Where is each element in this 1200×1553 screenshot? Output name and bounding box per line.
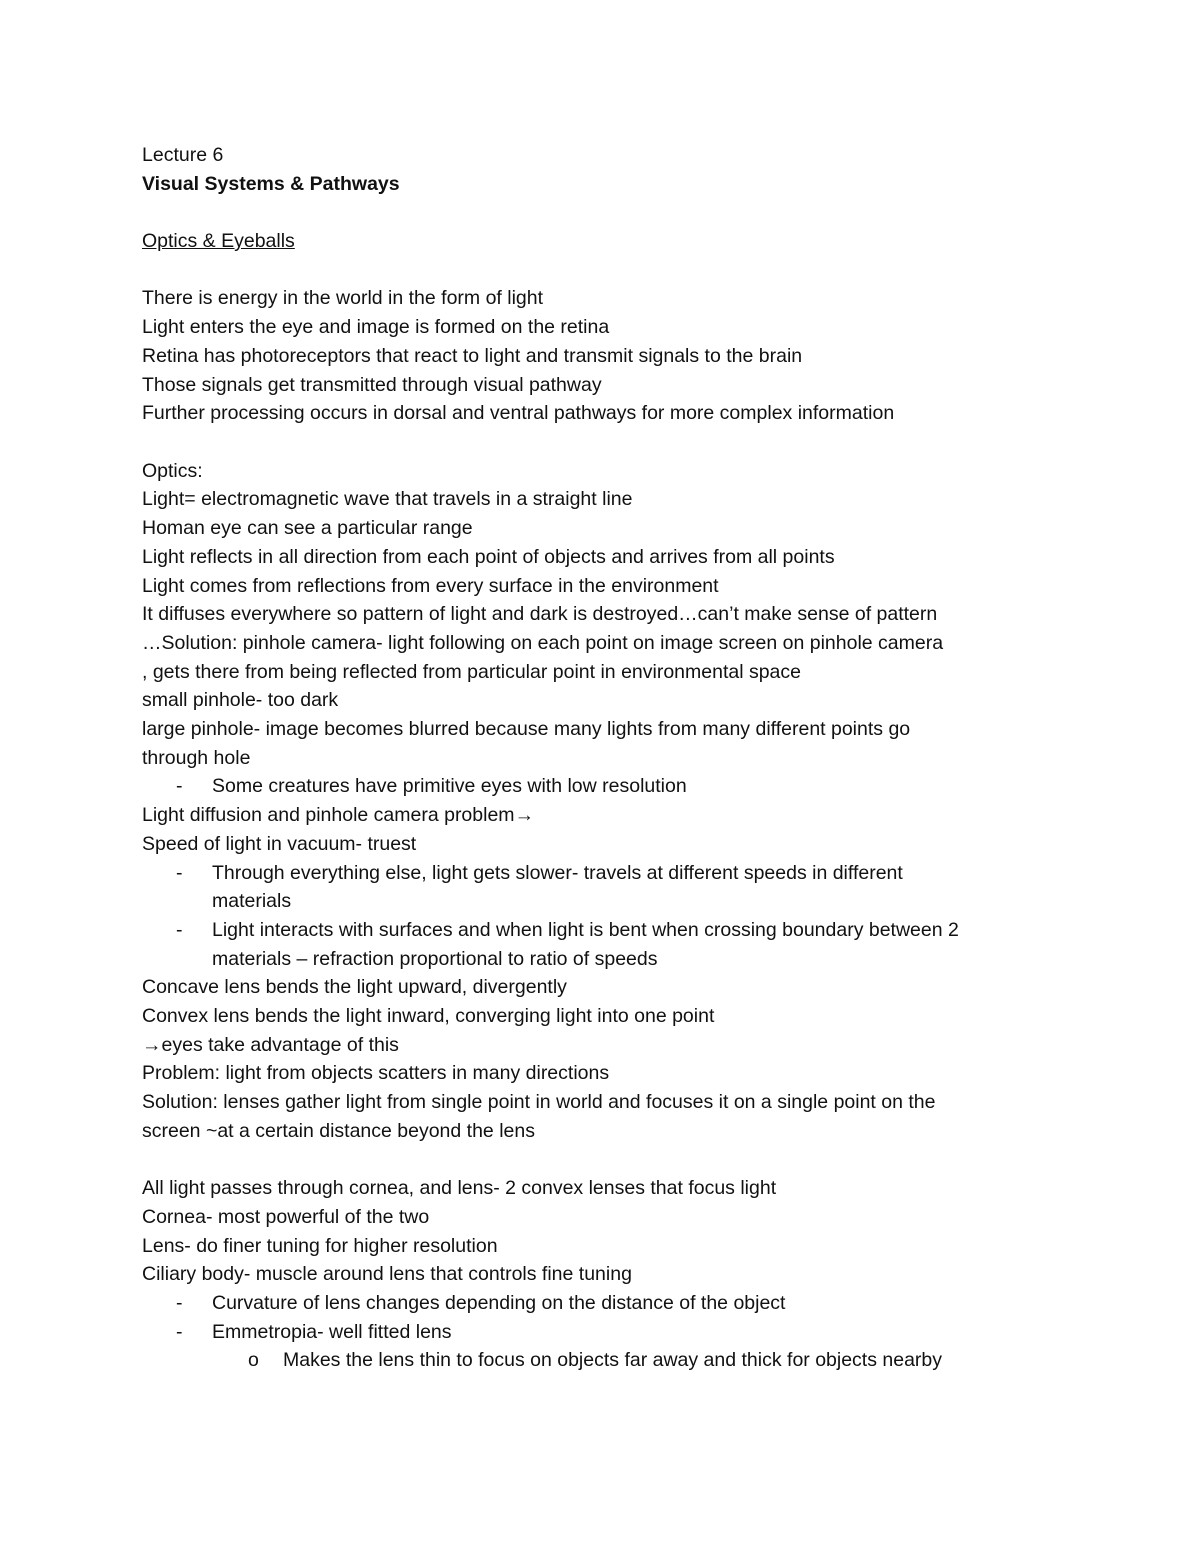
- sub-bullet-text: Makes the lens thin to focus on objects far away and thick for objects nearby: [283, 1349, 943, 1372]
- dash-bullet: -: [176, 775, 183, 798]
- bullet-text: Some creatures have primitive eyes with low resolution: [212, 775, 687, 798]
- optics-line: Convex lens bends the light inward, converging light into one point: [142, 1005, 715, 1028]
- dash-bullet: -: [176, 1292, 183, 1315]
- intro-line: Light enters the eye and image is formed on the retina: [142, 316, 610, 339]
- optics-line: Light= electromagnetic wave that travels in a straight line: [142, 488, 633, 511]
- optics-line: …Solution: pinhole camera- light following on each point on image screen on pinhole camera: [142, 631, 944, 654]
- cornea-line: All light passes through cornea, and lens- 2 convex lenses that focus light: [142, 1177, 777, 1200]
- dash-bullet: -: [176, 918, 183, 941]
- optics-line: Light comes from reflections from every surface in the environment: [142, 574, 719, 597]
- optics-line: Concave lens bends the light upward, divergently: [142, 976, 567, 999]
- optics-line: Speed of light in vacuum- truest: [142, 832, 417, 855]
- optics-line: Homan eye can see a particular range: [142, 517, 473, 540]
- bullet-item: [142, 1289, 1062, 1318]
- cornea-line: Lens- do finer tuning for higher resolution: [142, 1234, 498, 1257]
- optics-line: Problem: light from objects scatters in many directions: [142, 1062, 610, 1085]
- sub-bullet-item: [142, 1346, 1062, 1375]
- bullet-item: [142, 859, 1062, 888]
- circle-bullet: o: [248, 1349, 259, 1372]
- bullet-text: Emmetropia- well fitted lens: [212, 1320, 452, 1343]
- bullet-continuation: materials – refraction proportional to ratio of speeds: [212, 947, 658, 970]
- bullet-item: [142, 1318, 1062, 1347]
- optics-line: large pinhole- image becomes blurred because many lights from many different points go: [142, 718, 911, 741]
- document-title: Visual Systems & Pathways: [142, 172, 400, 195]
- arrow-right-icon: →: [514, 804, 535, 827]
- cornea-line: Ciliary body- muscle around lens that controls fine tuning: [142, 1263, 632, 1286]
- dash-bullet: -: [176, 1320, 183, 1343]
- optics-line: Light reflects in all direction from each point of objects and arrives from all points: [142, 545, 835, 568]
- optics-line: [142, 801, 1062, 830]
- arrow-right-icon: →: [142, 1033, 162, 1056]
- bullet-item: [142, 916, 1062, 945]
- bullet-continuation: materials: [212, 890, 292, 913]
- bullet-text: Curvature of lens changes depending on the distance of the object: [212, 1292, 786, 1315]
- optics-line: , gets there from being reflected from particular point in environmental space: [142, 660, 802, 683]
- bullet-item: [142, 772, 1062, 801]
- intro-line: Further processing occurs in dorsal and ventral pathways for more complex information: [142, 402, 895, 425]
- document-body: [142, 141, 1062, 1375]
- spacer: [142, 1146, 1062, 1175]
- bullet-text: Through everything else, light gets slower- travels at different speeds in different: [212, 861, 903, 884]
- intro-line: Those signals get transmitted through visual pathway: [142, 373, 602, 396]
- optics-line: screen ~at a certain distance beyond the lens: [142, 1119, 535, 1142]
- optics-heading: Optics:: [142, 459, 203, 482]
- section-heading: Optics & Eyeballs: [142, 230, 295, 253]
- dash-bullet: -: [176, 861, 183, 884]
- optics-line: Solution: lenses gather light from single point in world and focuses it on a single point on the: [142, 1091, 936, 1114]
- optics-line: through hole: [142, 746, 251, 769]
- diffusion-text: Light diffusion and pinhole camera problem: [142, 804, 515, 827]
- spacer: [142, 256, 1062, 285]
- cornea-line: Cornea- most powerful of the two: [142, 1205, 430, 1228]
- optics-line: It diffuses everywhere so pattern of light and dark is destroyed…can’t make sense of pattern: [142, 603, 938, 626]
- intro-line: There is energy in the world in the form of light: [142, 287, 544, 310]
- lecture-number: Lecture 6: [142, 144, 224, 166]
- spacer: [142, 428, 1062, 457]
- eyes-advantage-text: eyes take advantage of this: [161, 1033, 399, 1056]
- bullet-text: Light interacts with surfaces and when light is bent when crossing boundary between 2: [212, 918, 959, 941]
- optics-line: [142, 1031, 1062, 1060]
- spacer: [142, 198, 1062, 227]
- optics-line: small pinhole- too dark: [142, 689, 339, 712]
- intro-line: Retina has photoreceptors that react to light and transmit signals to the brain: [142, 344, 803, 367]
